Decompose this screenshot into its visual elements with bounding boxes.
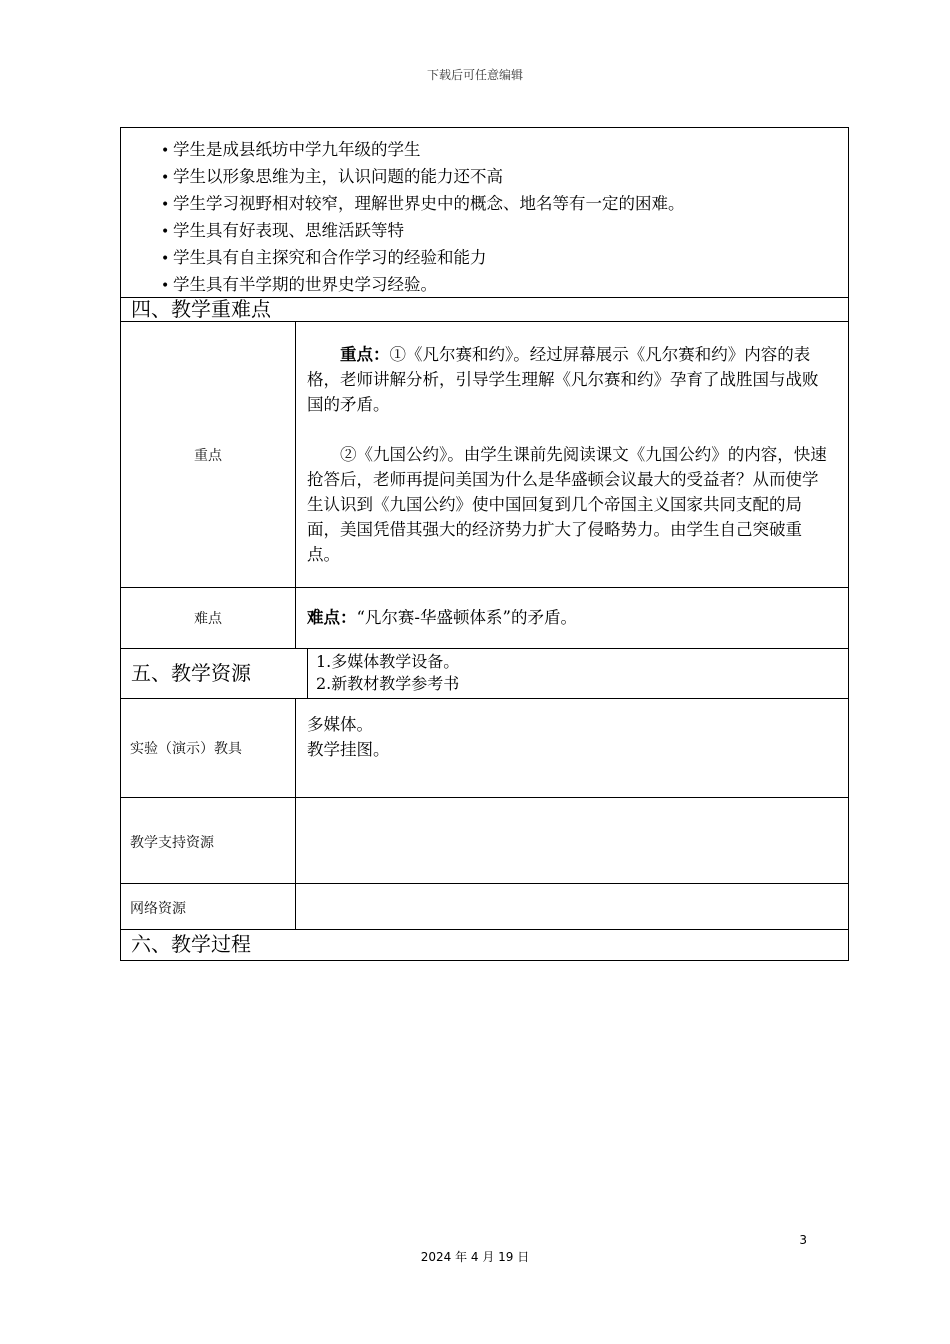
key-point-row — [121, 322, 848, 588]
key-point-paragraph-1: 重点：①《凡尔赛和约》。经过屏幕展示《凡尔赛和约》内容的表格，老师讲解分析，引导学生理解《凡尔赛和约》孕育了战胜国与战败国的矛盾。 — [307, 345, 819, 414]
bullet-icon: • — [161, 143, 170, 159]
list-item: 1.多媒体教学设备。 — [316, 652, 460, 671]
support-resources-row — [121, 798, 848, 884]
bullet-icon: • — [161, 278, 170, 294]
equipment-row — [121, 699, 848, 798]
key-point-paragraph-2: ②《九国公约》。由学生课前先阅读课文《九国公约》的内容，快速抢答后，老师再提问美国为什么是华盛顿会议最大的受益者？从而使学生认识到《九国公约》使中国回复到几个帝国主义国家共同支配的局面，美国凭借其强大的经济势力扩大了侵略势力。由学生自己突破重点。 — [307, 445, 827, 564]
teaching-resources-list — [316, 651, 459, 695]
lesson-plan-table — [120, 127, 849, 961]
bullet-icon: • — [161, 197, 170, 213]
equipment-label: 实验（演示）教具 — [130, 741, 242, 757]
difficulty-row — [121, 588, 848, 649]
header-note: 下载后可任意编辑 — [426, 68, 523, 82]
equipment-content: 多媒体。 教学挂图。 — [307, 715, 390, 759]
network-resources-label: 网络资源 — [130, 901, 186, 917]
key-point-content — [307, 342, 832, 567]
list-item: • 学生具有好表现、思维活跃等特 — [161, 218, 685, 245]
section-6-row — [121, 930, 848, 960]
student-analysis-row — [121, 128, 848, 298]
student-bullet-list — [161, 137, 685, 299]
section-5-title: 五、教学资源 — [131, 661, 251, 685]
list-item: • 学生以形象思维为主，认识问题的能力还不高 — [161, 164, 685, 191]
difficulty-content: 难点：“凡尔赛-华盛顿体系”的矛盾。 — [307, 608, 577, 627]
bullet-icon: • — [161, 170, 170, 186]
difficulty-label: 难点 — [194, 611, 222, 627]
list-item: • 学生具有自主探究和合作学习的经验和能力 — [161, 245, 685, 272]
list-item: • 学生具有半学期的世界史学习经验。 — [161, 272, 685, 299]
page-number: 3 — [799, 1233, 807, 1247]
list-item: • 学生是成县纸坊中学九年级的学生 — [161, 137, 685, 164]
section-4-header-row — [121, 298, 848, 322]
network-resources-row — [121, 884, 848, 930]
footer-date: 2024 年 4 月 19 日 — [420, 1250, 530, 1264]
bullet-icon: • — [161, 224, 170, 240]
section-4-title: 四、教学重难点 — [131, 297, 271, 321]
support-resources-label: 教学支持资源 — [130, 835, 214, 851]
list-item: 2.新教材教学参考书 — [316, 674, 460, 693]
section-5-row — [121, 649, 848, 699]
key-point-label: 重点 — [194, 448, 222, 464]
bullet-icon: • — [161, 251, 170, 267]
list-item: • 学生学习视野相对较窄，理解世界史中的概念、地名等有一定的困难。 — [161, 191, 685, 218]
section-6-title: 六、教学过程 — [131, 932, 251, 956]
